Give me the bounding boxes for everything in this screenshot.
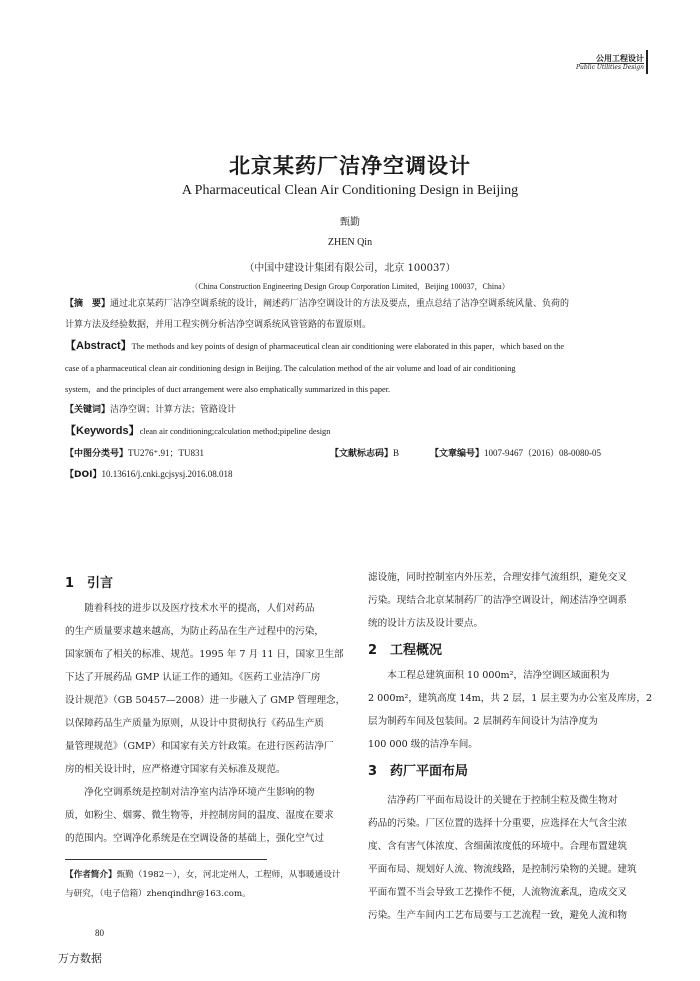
body-line: 滤设施，同时控制室内外压差，合理安排气流组织，避免交叉 xyxy=(368,572,628,583)
article-number: 【文章编号】1007-9467（2016）08-0080-05 xyxy=(430,448,602,459)
body-line: 药品的污染。厂区位置的选择十分重要，应选择在大气含尘浓 xyxy=(368,818,628,829)
body-line: 度、含有害气体浓度、含细菌浓度低的环境中。合理布置建筑 xyxy=(368,841,628,852)
abstract-en-line xyxy=(65,336,635,358)
section-heading: 1 引言 xyxy=(65,576,114,591)
abstract-cn-text: 通过北京某药厂洁净空调系统的设计，阐述药厂洁净空调设计的方法及要点，重点总结了洁净空调系统风量、负荷的 xyxy=(110,299,570,309)
keywords-en xyxy=(65,421,635,443)
author-name-en: ZHEN Qin xyxy=(327,237,373,248)
left-column xyxy=(65,572,347,850)
section-heading: 2 工程概况 xyxy=(368,643,443,658)
body-line: 本工程总建筑面积 10 000m²，洁净空调区域面积为 xyxy=(387,670,610,681)
section-2-body xyxy=(368,664,653,756)
body-line: 平面布置不当会导致工艺操作不便，人流物流紊乱，造成交叉 xyxy=(368,887,628,898)
abstract-block xyxy=(65,294,635,486)
body-line: 国家颁布了相关的标准、规范。1995 年 7 月 11 日，国家卫生部 xyxy=(65,649,344,660)
section-1-body xyxy=(65,597,347,850)
footnote-rule xyxy=(65,859,267,860)
author-name-cn: 甄勤 xyxy=(340,217,360,228)
paper-title-en: A Pharmaceutical Clean Air Conditioning Design in Beijing xyxy=(181,183,519,198)
affiliation-en: （China Construction Engineering Design Group Corporation Limited，Beijing 100037，China） xyxy=(190,282,510,291)
journal-name-en: Public Utilities Design xyxy=(575,64,644,71)
watermark: 万方数据 xyxy=(58,952,102,965)
keywords-cn-tag: 【关键词】 xyxy=(65,405,111,415)
affiliation-cn: （中国中建设计集团有限公司，北京 100037） xyxy=(244,263,456,274)
clc-number: 【中图分类号】TU276⁺.91；TU831 xyxy=(65,448,205,459)
keywords-en-text: clean air conditioning;calculation method;pipeline design xyxy=(139,427,331,436)
body-line: 量管理规范》（GMP）和国家有关方针政策。在进行医药洁净厂 xyxy=(65,741,334,752)
body-line: 房的相关设计时，应严格遵守国家有关标准及规范。 xyxy=(65,764,286,775)
abstract-cn-tag: 【摘 要】 xyxy=(65,299,111,309)
body-line: 随着科技的进步以及医疗技术水平的提高，人们对药品 xyxy=(84,603,315,614)
body-line: 设计规范》（GB 50457—2008）进一步融入了 GMP 管理理念， xyxy=(65,695,346,706)
classification-row xyxy=(65,443,635,464)
body-line: 100 000 级的洁净车间。 xyxy=(368,739,478,750)
abstract-en-tag: 【Abstract】 xyxy=(65,340,132,352)
section-heading: 3 药厂平面布局 xyxy=(368,764,469,779)
body-line: 下达了开展药品 GMP 认证工作的通知。《医药工业洁净厂房 xyxy=(65,672,321,683)
abstract-en-text: The methods and key points of design of pharmaceutical clean air conditioning were elaborated in this paper，which based on the xyxy=(131,342,565,351)
abstract-en-line: case of a pharmaceutical clean air conditioning design in Beijing. The calculation method of the air volume and load of air conditioning xyxy=(65,364,516,373)
right-column xyxy=(368,566,653,927)
body-line: 质，如粉尘、烟雾、微生物等，并控制房间的温度、湿度在要求 xyxy=(65,810,334,821)
body-line: 净化空调系统是控制对洁净室内洁净环境产生影响的物 xyxy=(84,787,315,798)
abstract-cn-line xyxy=(65,294,635,315)
keywords-en-tag: 【Keywords】 xyxy=(65,425,140,437)
body-line: 2 000m²，建筑高度 14m，共 2 层，1 层主要为办公室及库房，2 xyxy=(368,693,653,704)
body-line: 的范围内。空调净化系统是在空调设备的基础上，强化空气过 xyxy=(65,833,325,844)
section-1-continued xyxy=(368,566,650,635)
paper-title-cn: 北京某药厂洁净空调设计 xyxy=(229,154,471,178)
journal-name-cn: 公用工程设计 xyxy=(596,54,644,63)
abstract-en-line: system，and the principles of duct arrangement were also emphatically summarized in this paper. xyxy=(65,385,391,394)
body-line: 污染。生产车间内工艺布局要与工艺流程一致，避免人流和物 xyxy=(368,910,628,921)
keywords-cn xyxy=(65,400,635,421)
body-line: 洁净药厂平面布局设计的关键在于控制尘粒及微生物对 xyxy=(387,795,618,806)
author-footnote xyxy=(65,866,355,904)
body-line: 平面布局、规划好人流、物流线路，是控制污染物的关键。建筑 xyxy=(368,864,637,875)
keywords-cn-text: 洁净空调；计算方法；管路设计 xyxy=(110,405,237,415)
footnote-tag: 【作者简介】 xyxy=(65,870,117,880)
doi: 【DOI】10.13616/j.cnki.gcjsysj.2016.08.018 xyxy=(65,469,233,480)
footnote-text: 甄勤（1982－），女，河北定州人，工程师，从事暖通设计 xyxy=(116,870,341,880)
body-line: 以保障药品生产质量为原则，从设计中贯彻执行《药品生产质 xyxy=(65,718,325,729)
page-number: 80 xyxy=(95,928,104,938)
body-line: 统的设计方法及设计要点。 xyxy=(368,618,484,629)
footnote-text: 与研究，（电子信箱）zhenqindhr@163.com。 xyxy=(65,889,251,899)
body-line: 的生产质量要求越来越高，为防止药品在生产过程中的污染， xyxy=(65,626,325,637)
body-line: 层为制药车间及包装间。2 层制药车间设计为洁净度为 xyxy=(368,716,598,727)
body-line: 污染。现结合北京某制药厂的洁净空调设计，阐述洁净空调系 xyxy=(368,595,628,606)
section-3-body xyxy=(368,789,650,927)
document-code: 【文献标志码】B xyxy=(330,448,400,459)
header-bar xyxy=(646,50,648,74)
abstract-cn-line: 计算方法及经验数据，并用工程实例分析洁净空调系统风管管路的布置原则。 xyxy=(65,320,372,330)
